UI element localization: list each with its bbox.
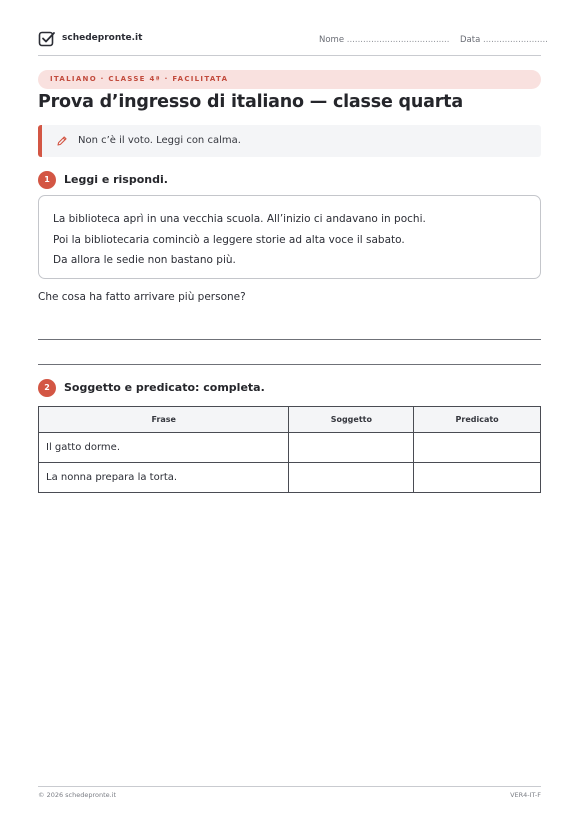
name-label: Nome bbox=[319, 35, 345, 45]
page-header bbox=[38, 28, 548, 56]
table-row bbox=[39, 463, 541, 493]
answer-line[interactable] bbox=[38, 339, 541, 340]
table-row bbox=[39, 433, 541, 463]
predicate-answer-cell[interactable] bbox=[414, 433, 541, 463]
reading-line: La biblioteca aprì in una vecchia scuola. All’inizio ci andavano in pochi. bbox=[53, 213, 426, 225]
brand-name: schedepronte.it bbox=[62, 33, 143, 43]
reading-line: Poi la bibliotecaria cominciò a leggere storie ad alta voce il sabato. bbox=[53, 233, 405, 246]
column-header-predicato: Predicato bbox=[414, 407, 541, 433]
pencil-icon bbox=[56, 135, 68, 147]
subject-tag bbox=[38, 70, 541, 89]
footer-divider bbox=[38, 786, 541, 787]
page-title: Prova d’ingresso di italiano — classe quarta bbox=[38, 92, 463, 112]
column-header-soggetto: Soggetto bbox=[289, 407, 414, 433]
subject-tag-text: ITALIANO · CLASSE 4ª · FACILITATA bbox=[50, 75, 229, 83]
question-text: Che cosa ha fatto arrivare più persone? bbox=[38, 291, 246, 303]
reading-text-box bbox=[38, 195, 541, 279]
column-header-frase: Frase bbox=[39, 407, 289, 433]
footer-code: VER4-IT-F bbox=[510, 791, 541, 799]
reading-line: Da allora le sedie non bastano più. bbox=[53, 254, 236, 266]
checkbox-check-icon bbox=[38, 30, 56, 48]
subject-answer-cell[interactable] bbox=[289, 433, 414, 463]
section-title: Leggi e rispondi. bbox=[64, 173, 168, 186]
note-box bbox=[38, 125, 541, 157]
name-dots: ...................................... bbox=[346, 35, 450, 45]
sentence-cell: Il gatto dorme. bbox=[39, 433, 289, 463]
subject-answer-cell[interactable] bbox=[289, 463, 414, 493]
date-dots: ........................ bbox=[483, 35, 548, 45]
section-number-badge: 2 bbox=[38, 379, 56, 397]
answer-line[interactable] bbox=[38, 364, 541, 365]
section-title: Soggetto e predicato: completa. bbox=[64, 381, 265, 394]
footer-copyright: © 2026 schedepronte.it bbox=[38, 791, 117, 799]
note-text: Non c’è il voto. Leggi con calma. bbox=[78, 135, 241, 146]
predicate-answer-cell[interactable] bbox=[414, 463, 541, 493]
date-label: Data bbox=[460, 35, 481, 45]
date-field[interactable] bbox=[460, 35, 548, 45]
table-header-row bbox=[39, 407, 541, 433]
sentence-cell: La nonna prepara la torta. bbox=[39, 463, 289, 493]
section-number-badge: 1 bbox=[38, 171, 56, 189]
grammar-table bbox=[38, 406, 541, 493]
name-field[interactable] bbox=[319, 35, 449, 45]
